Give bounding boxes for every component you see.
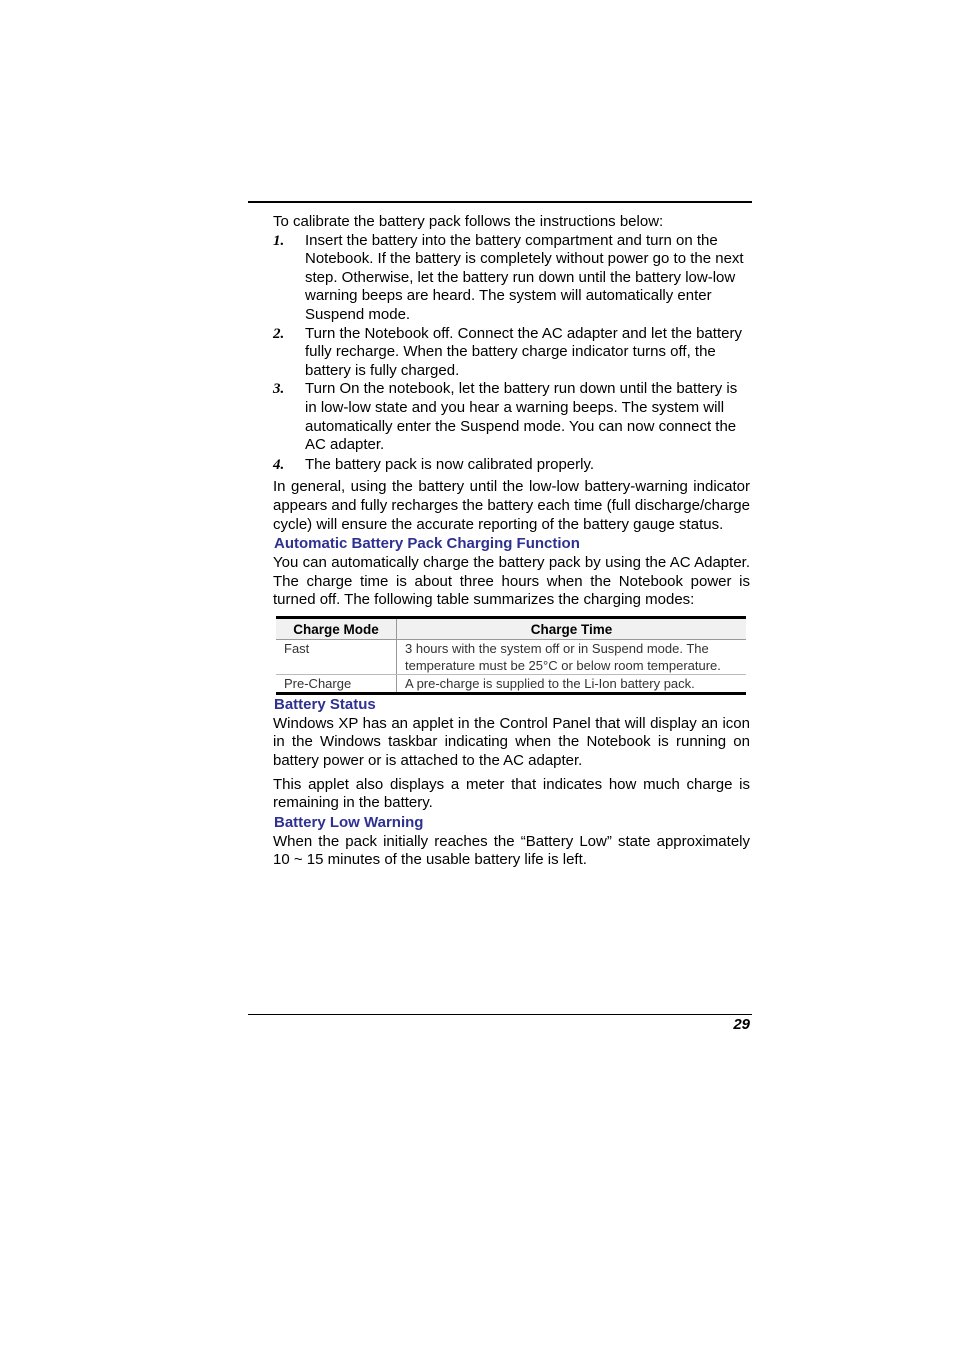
battery-low-warning-heading: Battery Low Warning	[274, 813, 424, 831]
battery-status-heading: Battery Status	[274, 695, 376, 713]
table-row	[276, 674, 746, 693]
column-header-charge-time: Charge Time	[397, 617, 747, 639]
charge-table-wrapper	[276, 616, 746, 695]
table-row	[276, 639, 746, 674]
step-text: Insert the battery into the battery compartment and turn on the Notebook. If the battery is completely without power go to the next step. Otherwise, let the battery run down until the battery low-low warning beeps are heard. The system will automatically enter Suspend mode.	[305, 231, 744, 323]
step-number: 1.	[273, 232, 285, 249]
charge-mode-cell: Fast	[276, 639, 397, 674]
column-header-charge-mode: Charge Mode	[276, 617, 397, 639]
battery-low-warning-paragraph: When the pack initially reaches the “Battery Low” state approximately 10 ~ 15 minutes of the usable battery life is left.	[273, 832, 750, 869]
list-item	[273, 380, 750, 454]
charge-time-cell: A pre-charge is supplied to the Li-Ion battery pack.	[397, 674, 747, 693]
bottom-rule	[248, 1014, 752, 1015]
applet-paragraph: This applet also displays a meter that indicates how much charge is remaining in the battery.	[273, 775, 750, 812]
intro-text: To calibrate the battery pack follows the instructions below:	[273, 213, 664, 230]
charge-mode-cell: Pre-Charge	[276, 674, 397, 693]
page-content	[273, 213, 750, 870]
step-text: Turn the Notebook off. Connect the AC adapter and let the battery fully recharge. When the battery charge indicator turns off, the battery is fully charged.	[305, 324, 742, 379]
step-text: Turn On the notebook, let the battery run down until the battery is in low-low state and you hear a warning beeps. The system will automatically enter the Suspend mode. You can now connect the AC adapter.	[305, 380, 738, 454]
calibration-steps	[273, 232, 750, 475]
top-rule	[248, 201, 752, 203]
charging-heading: Automatic Battery Pack Charging Function	[274, 535, 580, 553]
battery-status-paragraph: Windows XP has an applet in the Control Panel that will display an icon in the Windows taskbar indicating when the Notebook is running on battery power or is attached to the AC adapter.	[273, 714, 750, 770]
general-paragraph: In general, using the battery until the low-low battery-warning indicator appears and fully recharges the battery each time (full discharge/charge cycle) will ensure the accurate reporting of the battery gauge status.	[273, 478, 750, 533]
charge-time-cell: 3 hours with the system off or in Suspend mode. The temperature must be 25°C or below room temperature.	[397, 639, 747, 674]
step-number: 3.	[273, 381, 285, 398]
charging-paragraph: You can automatically charge the battery pack by using the AC Adapter. The charge time is about three hours when the Notebook power is turned off. The following table summarizes the charging modes:	[273, 554, 750, 609]
step-number: 2.	[273, 325, 285, 342]
page-number: 29	[733, 1016, 750, 1033]
step-number: 4.	[273, 456, 285, 473]
step-text: The battery pack is now calibrated properly.	[305, 455, 595, 473]
list-item	[273, 232, 750, 325]
list-item	[273, 325, 750, 381]
charge-table	[276, 616, 746, 695]
list-item	[273, 456, 750, 475]
